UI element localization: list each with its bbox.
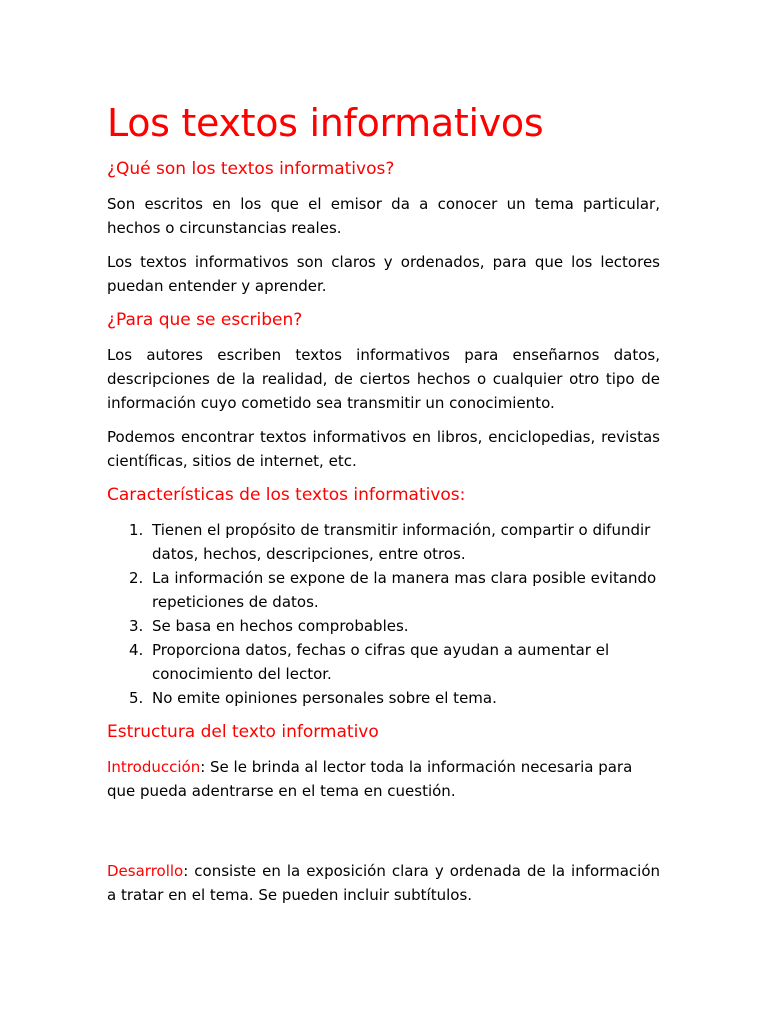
term-desarrollo: Desarrollo bbox=[107, 862, 184, 880]
list-item-text: La información se expone de la manera mas clara posible evitando repeticiones de datos. bbox=[152, 569, 657, 611]
term-introduccion: Introducción bbox=[107, 758, 201, 776]
list-item-text: Tienen el propósito de transmitir información, compartir o difundir datos, hechos, descripciones, entre otros. bbox=[152, 521, 651, 563]
document-title: Los textos informativos bbox=[107, 101, 544, 145]
section-heading-que-son: ¿Qué son los textos informativos? bbox=[107, 159, 395, 179]
list-item-number: 3. bbox=[129, 617, 144, 635]
list-item bbox=[107, 566, 660, 614]
section-heading-para-que: ¿Para que se escriben? bbox=[107, 310, 303, 330]
definition-text: : Se le brinda al lector toda la información necesaria para que pueda adentrarse en el tema en cuestión. bbox=[107, 758, 633, 800]
section-heading-estructura: Estructura del texto informativo bbox=[107, 722, 379, 742]
list-item bbox=[107, 686, 660, 710]
document-page bbox=[107, 97, 660, 917]
list-item-number: 2. bbox=[129, 569, 144, 587]
list-item-text: No emite opiniones personales sobre el tema. bbox=[152, 689, 497, 707]
list-item-number: 4. bbox=[129, 641, 144, 659]
list-item-text: Proporciona datos, fechas o cifras que ayudan a aumentar el conocimiento del lector. bbox=[152, 641, 610, 683]
list-item-text: Se basa en hechos comprobables. bbox=[152, 617, 409, 635]
list-item bbox=[107, 614, 660, 638]
list-item-number: 1. bbox=[129, 521, 144, 539]
characteristics-list bbox=[107, 518, 660, 710]
definition-desarrollo bbox=[107, 859, 660, 907]
paragraph: Podemos encontrar textos informativos en libros, enciclopedias, revistas científicas, sitios de internet, etc. bbox=[107, 428, 660, 470]
spacer bbox=[107, 813, 660, 859]
section-heading-caracteristicas: Características de los textos informativos: bbox=[107, 485, 466, 505]
paragraph: Los autores escriben textos informativos para enseñarnos datos, descripciones de la realidad, de ciertos hechos o cualquier otro tipo de información cuyo cometido sea transmitir un conocimiento. bbox=[107, 346, 660, 412]
paragraph: Son escritos en los que el emisor da a conocer un tema particular, hechos o circunstancias reales. bbox=[107, 195, 660, 237]
definition-introduccion bbox=[107, 755, 660, 803]
list-item bbox=[107, 638, 660, 686]
paragraph: Los textos informativos son claros y ordenados, para que los lectores puedan entender y aprender. bbox=[107, 253, 660, 295]
list-item bbox=[107, 518, 660, 566]
definition-text: : consiste en la exposición clara y ordenada de la información a tratar en el tema. Se pueden incluir subtítulos. bbox=[107, 862, 660, 904]
list-item-number: 5. bbox=[129, 689, 144, 707]
